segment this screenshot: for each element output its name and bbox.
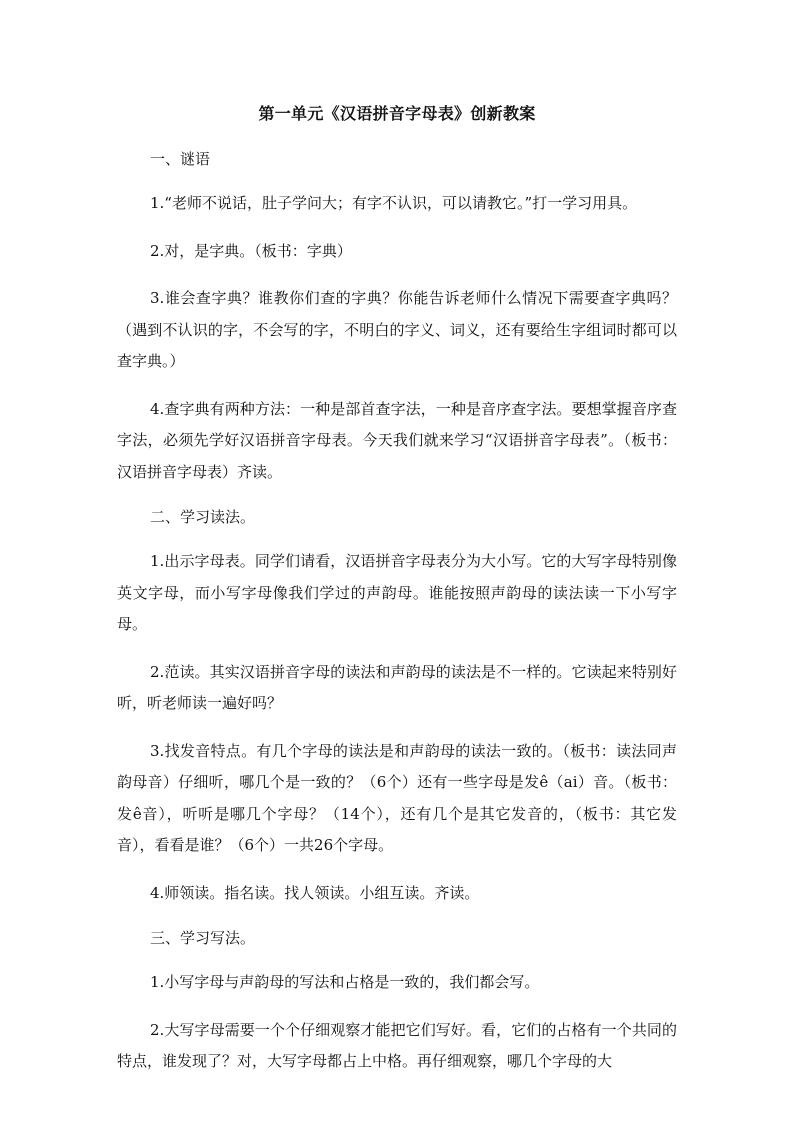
paragraph-riddle-4: 4.查字典有两种方法：一种是部首查字法，一种是音序查字法。要想掌握音序查字法，必须先学好汉语拼音字母表。今天我们就来学习“汉语拼音字母表”。（板书：汉语拼音字母表）齐读。 [117, 399, 677, 481]
paragraph-reading-3: 3.找发音特点。有几个字母的读法是和声韵母的读法一致的。（板书：读法同声韵母音）仔细听，哪几个是一致的？（6个）还有一些字母是发ê（ai）音。（板书：发ê音），听听是哪几个字母？（14个），还有几个是其它发音的，（板书：其它发音），看看是谁？（6个）一共26个字母。 [117, 741, 677, 854]
section-heading-riddle: 一、谜语 [150, 150, 211, 168]
document-body [117, 146, 677, 1094]
section-heading-reading: 二、学习读法。 [150, 508, 256, 526]
paragraph-riddle-1: 1.“老师不说话，肚子学问大；有字不认识，可以请教它。”打一学习用具。 [150, 194, 638, 212]
paragraph-riddle-3: 3.谁会查字典？谁教你们查的字典？你能告诉老师什么情况下需要查字典吗？（遇到不认识的字，不会写的字，不明白的字义、词义，还有要给生字组词时都可以查字典。） [117, 289, 677, 370]
paragraph-reading-1: 1.出示字母表。同学们请看，汉语拼音字母表分为大小写。它的大写字母特别像英文字母，而小写字母像我们学过的声韵母。谁能按照声韵母的读法读一下小写字母。 [117, 552, 677, 633]
document-title: 第一单元《汉语拼音字母表》创新教案 [258, 104, 536, 123]
paragraph-reading-2: 2.范读。其实汉语拼音字母的读法和声韵母的读法是不一样的。它读起来特别好听，听老师读一遍好吗？ [117, 662, 677, 712]
section-heading-writing: 三、学习写法。 [150, 929, 256, 947]
paragraph-writing-1: 1.小写字母与声韵母的写法和占格是一致的，我们都会写。 [150, 973, 540, 991]
paragraph-riddle-2: 2.对，是字典。（板书：字典） [150, 241, 352, 260]
paragraph-reading-4: 4.师领读。指名读。找人领读。小组互读。齐读。 [150, 883, 480, 902]
paragraph-writing-2: 2.大写字母需要一个个仔细观察才能把它们写好。看，它们的占格有一个共同的特点，谁发现了？对，大写字母都占上中格。再仔细观察，哪几个字母的大 [117, 1020, 677, 1070]
